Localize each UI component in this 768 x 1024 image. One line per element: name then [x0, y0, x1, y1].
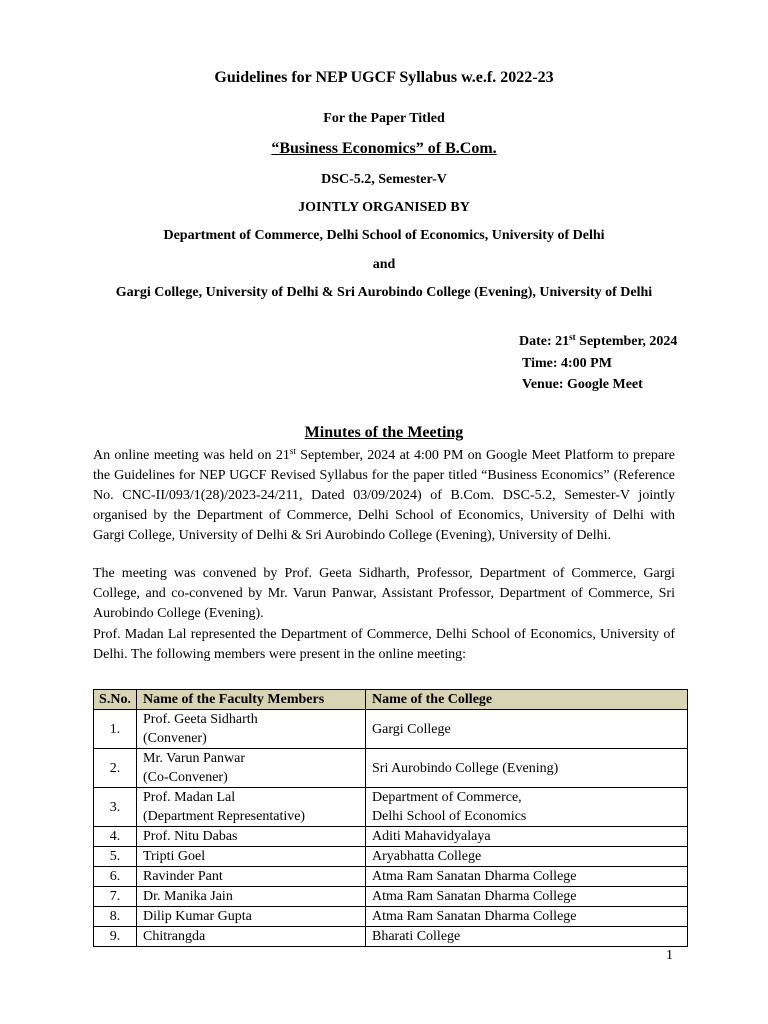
row-college: Bharati College — [366, 927, 688, 947]
and-label: and — [372, 257, 396, 272]
row-sno: 7. — [94, 887, 137, 907]
row-faculty: Tripti Goel — [137, 847, 366, 867]
table-row — [94, 788, 688, 827]
row-sno: 8. — [94, 907, 137, 927]
minutes-paragraph-2: The meeting was convened by Prof. Geeta Sidharth, Professor, Department of Commerce, Gargi College, and co-convened by Mr. Varun Panwar, Assistant Professor, Department of Commerce, Sri Aurobindo College (Evening). — [93, 566, 675, 621]
meeting-date — [519, 334, 677, 350]
paper-code: DSC-5.2, Semester-V — [321, 172, 447, 187]
members-table — [93, 689, 688, 947]
row-sno: 6. — [94, 867, 137, 887]
minutes-paragraph-1 — [93, 446, 675, 546]
row-sno: 5. — [94, 847, 137, 867]
row-sno: 3. — [94, 788, 137, 827]
row-sno: 4. — [94, 827, 137, 847]
table-header-row — [94, 690, 688, 710]
college-line-2: Delhi School of Economics — [372, 809, 527, 824]
row-college: Gargi College — [366, 710, 688, 749]
document-title: Guidelines for NEP UGCF Syllabus w.e.f. 2022-23 — [214, 69, 554, 86]
row-college: Sri Aurobindo College (Evening) — [366, 749, 688, 788]
row-college — [366, 788, 688, 827]
row-sno: 1. — [94, 710, 137, 749]
para1-start: An online meeting was held on 21 — [93, 448, 290, 463]
row-college: Atma Ram Sanatan Dharma College — [366, 907, 688, 927]
row-faculty: Chitrangda — [137, 927, 366, 947]
date-suffix: September, 2024 — [575, 334, 678, 349]
table-row — [94, 847, 688, 867]
paper-title: “Business Economics” of B.Com. — [271, 140, 497, 157]
row-college: Atma Ram Sanatan Dharma College — [366, 867, 688, 887]
table-row — [94, 927, 688, 947]
organised-by: JOINTLY ORGANISED BY — [298, 200, 470, 215]
college-line-1: Department of Commerce, — [372, 790, 522, 805]
paper-label: For the Paper Titled — [323, 111, 445, 126]
header-college: Name of the College — [366, 690, 688, 710]
minutes-paragraph-3: Prof. Madan Lal represented the Department of Commerce, Delhi School of Economics, University of Delhi. The following members were present in the online meeting: — [93, 627, 675, 662]
table-row — [94, 907, 688, 927]
header-sno: S.No. — [94, 690, 137, 710]
faculty-name: Prof. Geeta Sidharth — [143, 712, 258, 727]
meeting-venue: Venue: Google Meet — [522, 377, 643, 392]
table-row — [94, 710, 688, 749]
date-prefix: Date: 21 — [519, 334, 570, 349]
header-faculty: Name of the Faculty Members — [137, 690, 366, 710]
organiser-department: Department of Commerce, Delhi School of Economics, University of Delhi — [163, 228, 605, 243]
row-college: Aryabhatta College — [366, 847, 688, 867]
faculty-name: Prof. Madan Lal — [143, 790, 236, 805]
row-college: Aditi Mahavidyalaya — [366, 827, 688, 847]
table-row — [94, 749, 688, 788]
faculty-role: (Department Representative) — [143, 809, 306, 824]
date-superscript: st — [569, 332, 576, 342]
para1-rest: September, 2024 at 4:00 PM on Google Meet Platform to prepare the Guidelines for NEP UGCF Revised Syllabus for the paper titled “Business Economics” (Reference No. CNC-II/093/1(28)/2023-24/211, Dated 03/09/2024) of B.Com. DSC-5.2, Semester-V jointly organised by the Department of Commerce, Delhi School of Economics, University of Delhi with Gargi College, University of Delhi & Sri Aurobindo College (Evening), University of Delhi. — [93, 448, 675, 543]
page-number: 1 — [666, 948, 673, 963]
row-college: Atma Ram Sanatan Dharma College — [366, 887, 688, 907]
faculty-role: (Convener) — [143, 731, 207, 746]
organiser-colleges: Gargi College, University of Delhi & Sri Aurobindo College (Evening), University of Delhi — [115, 285, 653, 300]
row-faculty: Prof. Nitu Dabas — [137, 827, 366, 847]
row-sno: 9. — [94, 927, 137, 947]
row-sno: 2. — [94, 749, 137, 788]
table-row — [94, 827, 688, 847]
table-row — [94, 867, 688, 887]
table-row — [94, 887, 688, 907]
faculty-role: (Co-Convener) — [143, 770, 228, 785]
meeting-time: Time: 4:00 PM — [522, 356, 612, 371]
row-faculty: Ravinder Pant — [137, 867, 366, 887]
row-faculty — [137, 710, 366, 749]
row-faculty — [137, 788, 366, 827]
row-faculty: Dr. Manika Jain — [137, 887, 366, 907]
minutes-heading: Minutes of the Meeting — [304, 424, 464, 441]
faculty-name: Mr. Varun Panwar — [143, 751, 246, 766]
row-faculty: Dilip Kumar Gupta — [137, 907, 366, 927]
row-faculty — [137, 749, 366, 788]
para1-superscript: st — [289, 446, 296, 456]
